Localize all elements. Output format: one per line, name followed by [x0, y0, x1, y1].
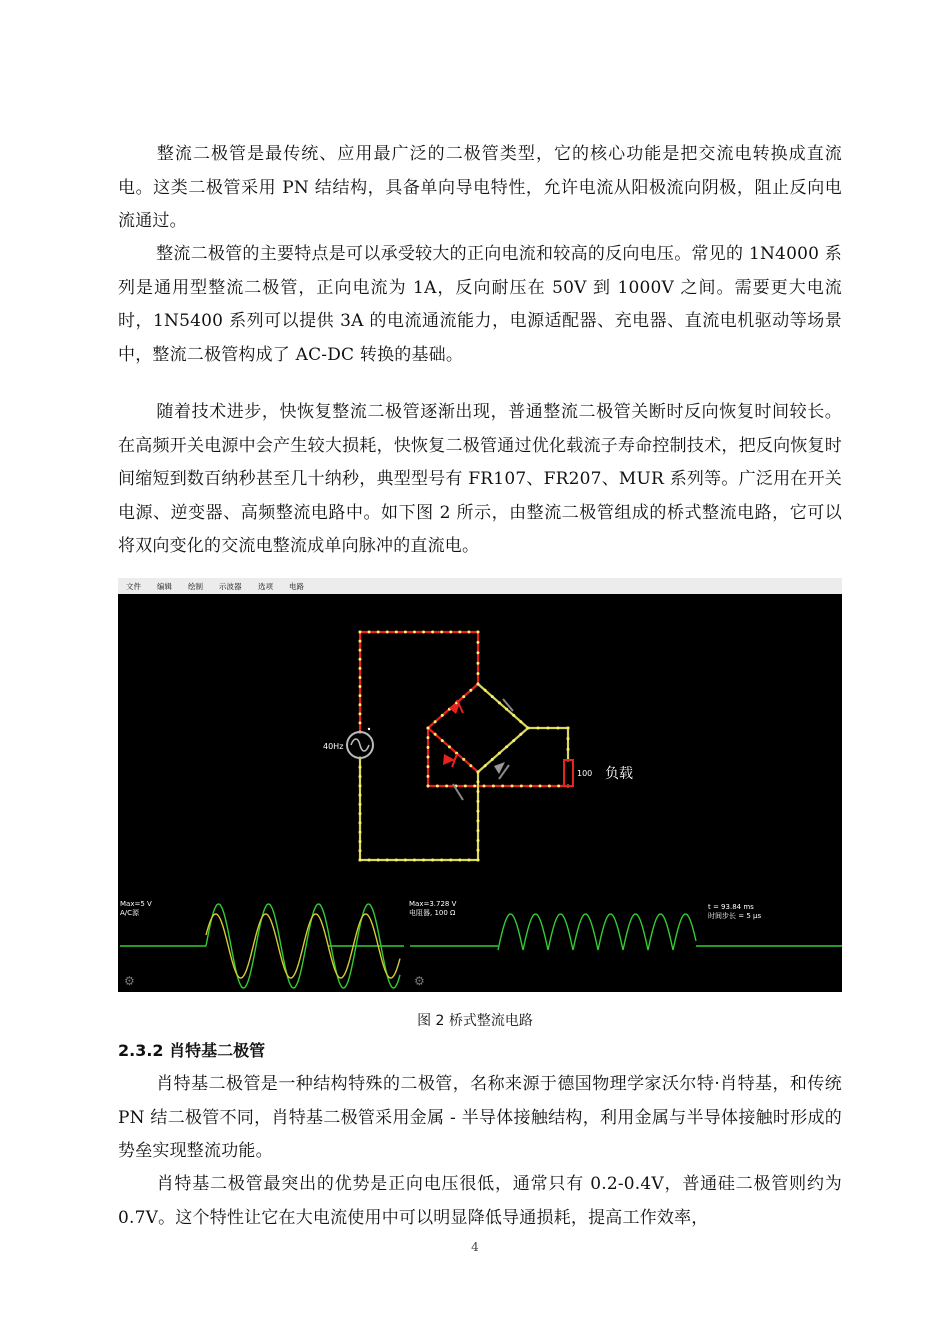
bridge-rectifier-figure	[118, 578, 842, 992]
resistor-icon[interactable]	[564, 760, 573, 786]
menu-item-edit[interactable]: 编辑	[157, 582, 172, 591]
ac-source-icon[interactable]	[347, 732, 373, 758]
source-frequency-label: 40Hz	[323, 742, 344, 751]
scope2-readout	[409, 900, 456, 918]
section-heading: 2.3.2 肖特基二极管	[118, 1041, 266, 1060]
scope3-timestep: 时间步长 = 5 µs	[708, 912, 762, 920]
menu-item-draw[interactable]: 绘制	[188, 582, 203, 591]
paragraph-text: 随着技术进步，快恢复整流二极管逐渐出现，普通整流二极管关断时反向恢复时间较长。在高频开关电源中会产生较大损耗，快恢复二极管通过优化载流子寿命控制技术，把反向恢复时间缩短到数百纳秒甚至几十纳秒，典型型号有 FR107、FR207、MUR 系列等。广泛用在开关电源、逆变器、高频整流电路中。如下图 2 所示，由整流二极管组成的桥式整流电路，它可以将双向变化的交流电整流成单向脉冲的直流电。	[118, 402, 842, 556]
paragraph-text: 肖特基二极管是一种结构特殊的二极管，名称来源于德国物理学家沃尔特·肖特基，和传统 PN 结二极管不同，肖特基二极管采用金属 - 半导体接触结构，利用金属与半导体接触时形成的势垒实现整流功能。	[118, 1074, 842, 1161]
scope1-source: A/C源	[120, 909, 140, 917]
paragraph-text: 整流二极管是最传统、应用最广泛的二极管类型，它的核心功能是把交流电转换成直流电。这类二极管采用 PN 结结构，具备单向导电特性，允许电流从阳极流向阴极，阻止反向电流通过。	[118, 144, 842, 231]
paragraph-fast-recovery	[118, 396, 842, 564]
page-number: 4	[471, 1240, 479, 1254]
scope2-resistor: 电阻器, 100 Ω	[409, 909, 456, 917]
scope1-max: Max=5 V	[120, 900, 152, 908]
circuit-diagram	[118, 578, 842, 992]
scope1-readout	[120, 900, 152, 918]
paragraph-rectifier-features	[118, 238, 842, 372]
menu-item-scope[interactable]: 示波器	[219, 582, 242, 591]
menu-item-options[interactable]: 选项	[258, 582, 273, 591]
diode-bottom-left-icon[interactable]	[443, 754, 457, 767]
paragraph-schottky-intro	[118, 1068, 842, 1169]
scope2-max: Max=3.728 V	[409, 900, 457, 908]
paragraph-rectifier-intro	[118, 138, 842, 239]
scope1-gear-icon[interactable]: ⚙	[124, 974, 135, 988]
menu-item-circuit[interactable]: 电路	[289, 582, 304, 591]
load-label: 负载	[605, 766, 633, 782]
scope2-gear-icon[interactable]: ⚙	[414, 974, 425, 988]
paragraph-schottky-advantage	[118, 1168, 842, 1235]
diode-bottom-right-icon[interactable]	[494, 762, 509, 779]
scope3-time: t = 93.84 ms	[708, 903, 754, 911]
resistor-value-label: 100	[577, 769, 593, 778]
paragraph-text: 整流二极管的主要特点是可以承受较大的正向电流和较高的反向电压。常见的 1N4000 系列是通用型整流二极管，正向电流为 1A，反向耐压在 50V 到 1000V 之间。需要更大电流时，1N5400 系列可以提供 3A 的电流通流能力，电源适配器、充电器、直流电机驱动等场景中，整流二极管构成了 AC-DC 转换的基础。	[118, 244, 842, 365]
paragraph-text: 肖特基二极管最突出的优势是正向电压很低，通常只有 0.2-0.4V，普通硅二极管则约为 0.7V。这个特性让它在大电流使用中可以明显降低导通损耗，提高工作效率，	[118, 1174, 842, 1228]
figure-caption: 图 2 桥式整流电路	[417, 1013, 533, 1029]
scope3-readout	[708, 903, 761, 921]
polarity-dot	[368, 728, 370, 730]
circuit-wires	[359, 631, 570, 862]
menu-item-file[interactable]: 文件	[126, 582, 141, 591]
